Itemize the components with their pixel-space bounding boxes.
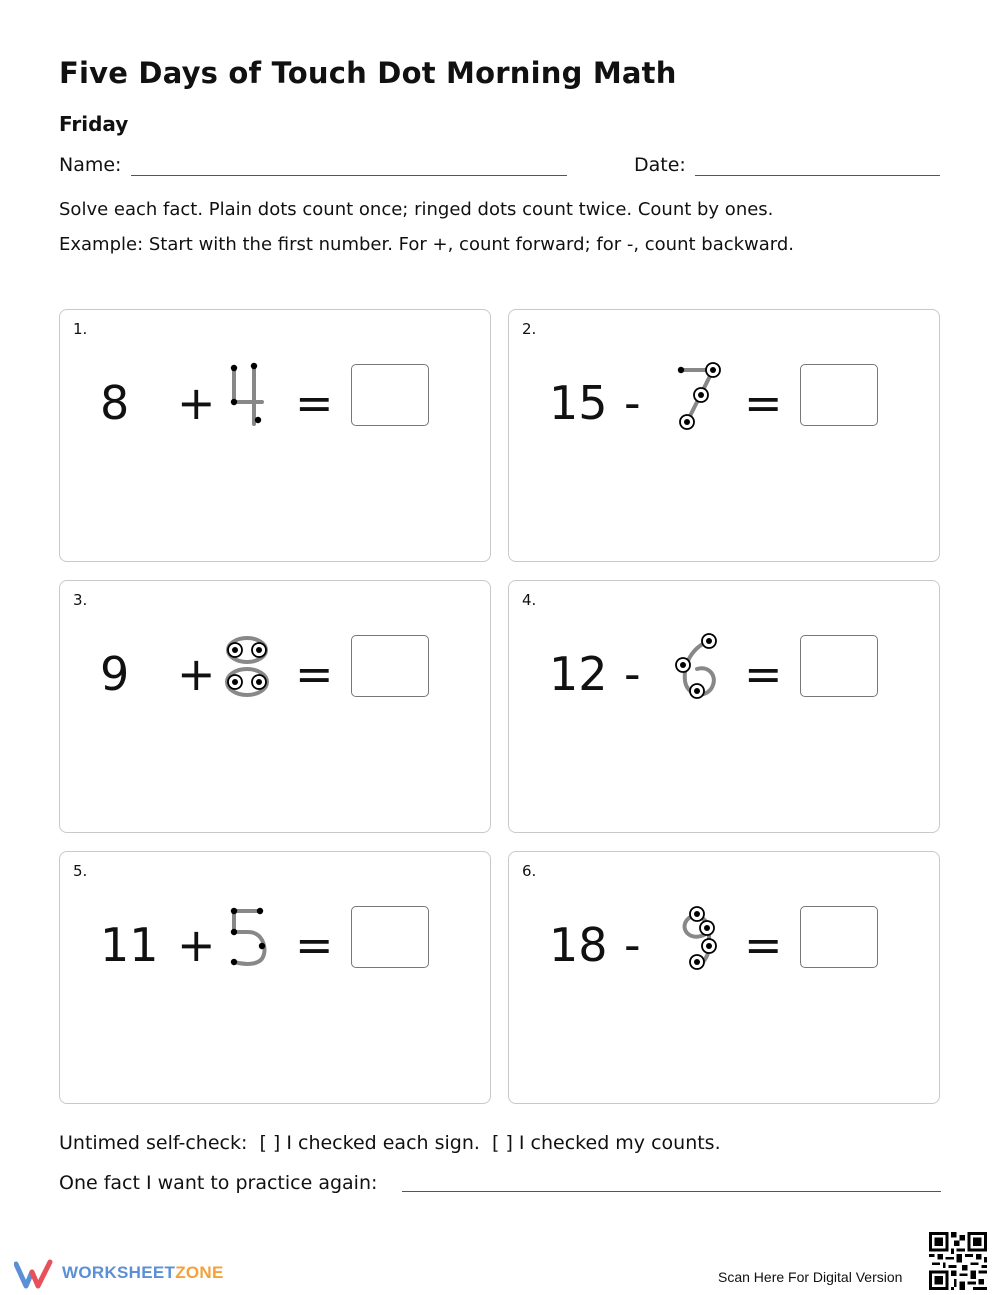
answer-box[interactable] [800,635,878,697]
operator: + [177,376,216,430]
answer-box[interactable] [351,364,429,426]
practice-label: One fact I want to practice again: [59,1172,378,1194]
first-number: 8 [100,376,130,430]
scan-caption: Scan Here For Digital Version [718,1269,903,1285]
equals-sign: = [744,647,783,701]
date-line[interactable] [695,175,940,176]
problem-number: 5. [73,862,88,880]
operator: - [624,647,641,701]
first-number: 11 [100,918,159,972]
equals-sign: = [744,918,783,972]
brand-name-a: WORKSHEET [62,1263,176,1282]
operator: - [624,918,641,972]
answer-box[interactable] [351,635,429,697]
equals-sign: = [295,918,334,972]
day-label: Friday [59,112,129,136]
problem-card-3 [59,580,491,833]
first-number: 9 [100,647,130,701]
brand-logo [14,1258,244,1290]
instruction-2: Example: Start with the first number. For +, count forward; for -, count backward. [59,234,795,255]
touch-dot-digit-8 [218,629,278,705]
touch-dot-digit-5 [218,900,278,976]
problem-number: 3. [73,591,88,609]
equals-sign: = [295,376,334,430]
problem-number: 6. [522,862,537,880]
brand-name-b: ZONE [175,1263,224,1282]
problem-number: 2. [522,320,537,338]
problem-card-5 [59,851,491,1104]
first-number: 15 [549,376,608,430]
practice-line[interactable] [402,1191,941,1192]
touch-dot-digit-7 [667,358,727,434]
name-line[interactable] [131,175,567,176]
problem-card-2 [508,309,940,562]
brand-logo-icon [14,1258,54,1290]
problem-card-6 [508,851,940,1104]
instruction-1: Solve each fact. Plain dots count once; ringed dots count twice. Count by ones. [59,199,774,220]
operator: + [177,918,216,972]
date-label: Date: [634,154,686,176]
touch-dot-digit-9 [667,900,727,976]
problem-card-4 [508,580,940,833]
self-check-line: Untimed self-check: [ ] I checked each sign. [ ] I checked my counts. [59,1132,721,1154]
touch-dot-digit-6 [667,629,727,705]
qr-code-icon[interactable] [929,1232,987,1290]
problem-number: 4. [522,591,537,609]
answer-box[interactable] [800,364,878,426]
touch-dot-digit-4 [218,358,278,434]
operator: - [624,376,641,430]
name-label: Name: [59,154,122,176]
page-title: Five Days of Touch Dot Morning Math [59,56,677,90]
first-number: 18 [549,918,608,972]
equals-sign: = [295,647,334,701]
first-number: 12 [549,647,608,701]
equals-sign: = [744,376,783,430]
problem-number: 1. [73,320,88,338]
answer-box[interactable] [351,906,429,968]
operator: + [177,647,216,701]
problem-card-1 [59,309,491,562]
answer-box[interactable] [800,906,878,968]
